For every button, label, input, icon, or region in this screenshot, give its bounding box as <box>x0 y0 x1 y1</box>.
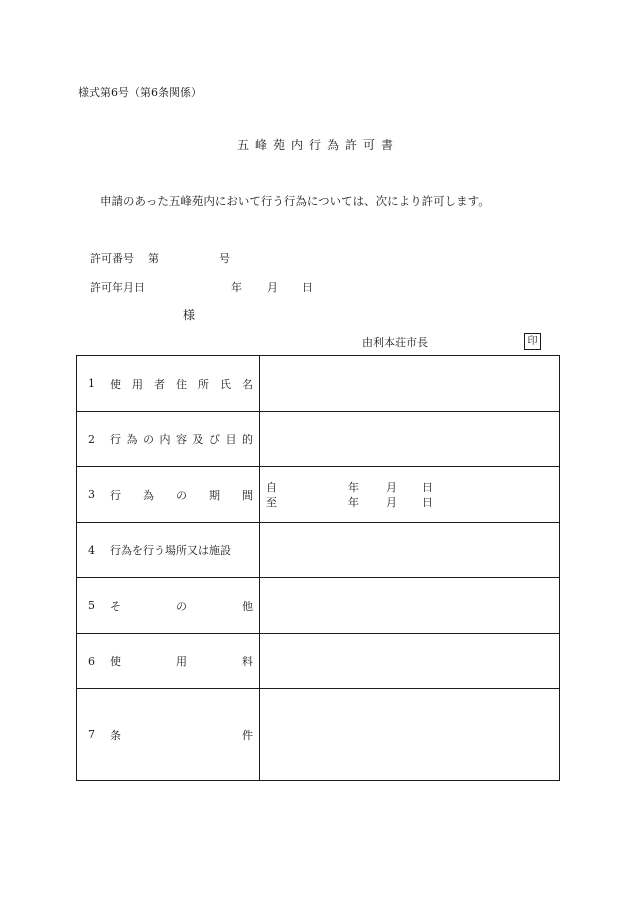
other-field[interactable] <box>260 578 560 634</box>
row-number: 7 <box>88 728 95 741</box>
row-label: 使 用 料 <box>110 655 253 668</box>
table-row <box>77 523 560 578</box>
location-facility-field[interactable] <box>260 523 560 578</box>
period-to-year: 年 <box>348 495 359 509</box>
permit-date-month: 月 <box>267 281 278 294</box>
period-from-month: 月 <box>386 480 397 494</box>
activity-period-field[interactable] <box>260 467 560 523</box>
row-label: 行 為 の 期 間 <box>110 488 253 502</box>
table-row <box>77 356 560 412</box>
row-label: 行為を行う場所又は施設 <box>110 544 231 557</box>
period-from-day: 日 <box>422 480 433 494</box>
period-to-label: 至 <box>266 495 277 509</box>
permit-number-label: 許可番号 <box>90 252 134 265</box>
row-label: 使 用 者 住 所 氏 名 <box>110 377 253 391</box>
intro-text: 申請のあった五峰苑内において行う行為については、次により許可します。 <box>100 194 490 208</box>
period-to-day: 日 <box>422 495 433 509</box>
row-label: 条 件 <box>110 728 253 742</box>
table-row <box>77 689 560 781</box>
user-address-name-field[interactable] <box>260 356 560 412</box>
row-number: 6 <box>88 654 95 668</box>
usage-fee-field[interactable] <box>260 634 560 689</box>
permit-number-prefix: 第 <box>148 252 159 265</box>
permit-date-day: 日 <box>302 281 313 294</box>
activity-content-field[interactable] <box>260 412 560 467</box>
row-label: 行 為 の 内 容 及 び 目 的 <box>110 433 253 446</box>
issuer-name: 由利本荘市長 <box>362 336 428 349</box>
table-row <box>77 578 560 634</box>
row-number: 5 <box>88 599 95 612</box>
row-number: 4 <box>88 543 95 557</box>
permit-number-suffix: 号 <box>219 252 230 265</box>
page-title: 五峰苑内行為許可書 <box>236 138 399 152</box>
period-to-month: 月 <box>386 495 397 509</box>
table-row <box>77 634 560 689</box>
form-number: 様式第6号（第6条関係） <box>78 86 202 99</box>
permit-date-year: 年 <box>231 281 242 294</box>
permit-table <box>76 355 560 781</box>
permit-date-label: 許可年月日 <box>90 281 145 294</box>
addressee-suffix: 様 <box>183 308 196 322</box>
row-number: 1 <box>88 377 95 390</box>
conditions-field[interactable] <box>260 689 560 781</box>
table-row <box>77 412 560 467</box>
period-from-label: 自 <box>266 480 277 494</box>
table-row <box>77 467 560 523</box>
row-label: そ の 他 <box>110 599 253 613</box>
period-from-year: 年 <box>348 480 359 494</box>
row-number: 3 <box>88 488 95 501</box>
seal-mark: 印 <box>524 333 541 350</box>
row-number: 2 <box>88 432 95 446</box>
